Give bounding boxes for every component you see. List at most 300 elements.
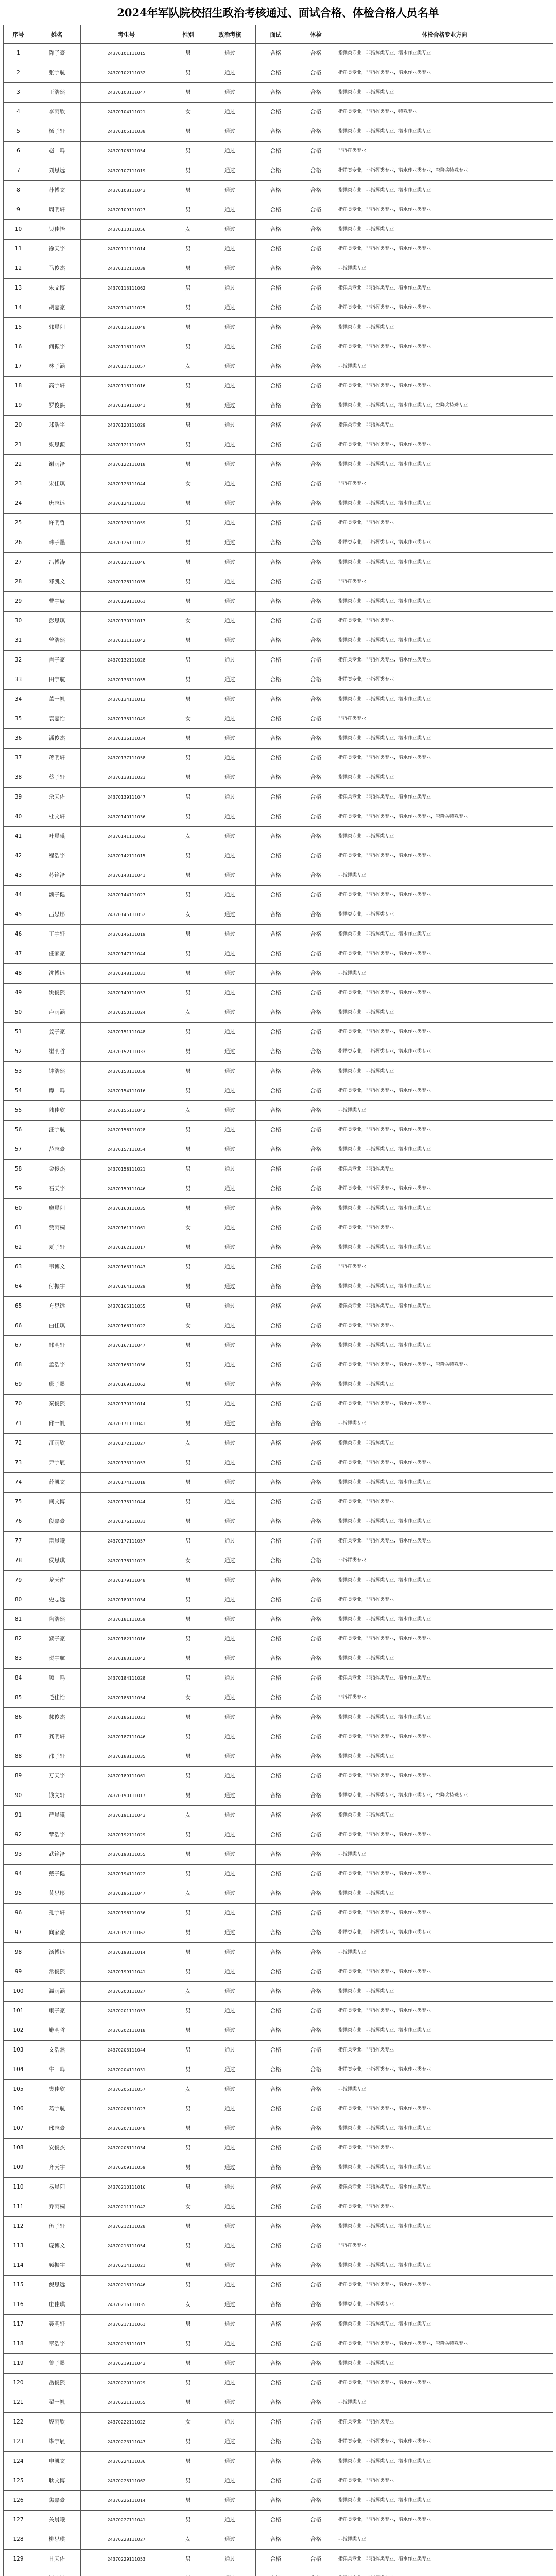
table-row — [4, 729, 553, 749]
interview-result: 合格 — [256, 122, 296, 142]
political-review-result: 通过 — [204, 2471, 256, 2491]
row-index: 1 — [4, 44, 33, 63]
table-row — [4, 1238, 553, 1258]
interview-result: 合格 — [256, 1649, 296, 1669]
political-review-result: 通过 — [204, 1551, 256, 1571]
candidate-name: 卢雨涵 — [33, 1003, 81, 1023]
candidate-number: 24370226111014 — [81, 2491, 172, 2511]
political-review-result: 通过 — [204, 1434, 256, 1453]
table-row — [4, 1904, 553, 1923]
candidate-name: 尹宇辰 — [33, 1453, 81, 1473]
table-row — [4, 1140, 553, 1160]
gender: 男 — [172, 1473, 204, 1493]
table-row — [4, 1532, 553, 1551]
table-row — [4, 2334, 553, 2354]
gender: 男 — [172, 984, 204, 1003]
gender: 女 — [172, 220, 204, 240]
table-row — [4, 318, 553, 337]
gender: 男 — [172, 572, 204, 592]
political-review-result: 通过 — [204, 1747, 256, 1767]
qualified-majors: 非指挥类专业 — [336, 866, 553, 886]
row-index: 92 — [4, 1825, 33, 1845]
physical-exam-result: 合格 — [296, 1434, 336, 1453]
row-index: 11 — [4, 240, 33, 259]
row-index: 68 — [4, 1355, 33, 1375]
physical-exam-result: 合格 — [296, 1962, 336, 1982]
qualified-majors: 非指挥类专业 — [336, 2080, 553, 2099]
physical-exam-result: 合格 — [296, 2178, 336, 2197]
physical-exam-result: 合格 — [296, 1336, 336, 1355]
physical-exam-result: 合格 — [296, 357, 336, 377]
physical-exam-result: 合格 — [296, 1395, 336, 1414]
candidate-number: 24370112111039 — [81, 259, 172, 279]
candidate-name: 郭晨阳 — [33, 318, 81, 337]
political-review-result: 通过 — [204, 2139, 256, 2158]
political-review-result: 通过 — [204, 670, 256, 690]
political-review-result: 通过 — [204, 2374, 256, 2393]
interview-result: 合格 — [256, 709, 296, 729]
row-index: 59 — [4, 1179, 33, 1199]
candidate-name: 史志远 — [33, 1590, 81, 1610]
political-review-result: 通过 — [204, 612, 256, 631]
physical-exam-result: 合格 — [296, 2374, 336, 2393]
table-row — [4, 514, 553, 533]
interview-result: 合格 — [256, 416, 296, 435]
row-index: 9 — [4, 200, 33, 220]
gender: 男 — [172, 2119, 204, 2139]
qualified-majors: 非指挥类专业 — [336, 2236, 553, 2256]
gender: 男 — [172, 2452, 204, 2471]
gender: 男 — [172, 1708, 204, 1727]
gender: 男 — [172, 494, 204, 514]
row-index: 64 — [4, 1277, 33, 1297]
interview-result: 合格 — [256, 1453, 296, 1473]
gender: 男 — [172, 592, 204, 612]
row-index: 117 — [4, 2315, 33, 2334]
political-review-result: 通过 — [204, 2256, 256, 2276]
physical-exam-result: 合格 — [296, 240, 336, 259]
qualified-majors: 指挥类专业，非指挥类专业，潜水作业类专业 — [336, 337, 553, 357]
row-index: 42 — [4, 846, 33, 866]
interview-result: 合格 — [256, 2393, 296, 2413]
interview-result: 合格 — [256, 846, 296, 866]
interview-result: 合格 — [256, 1081, 296, 1101]
candidate-number: 24370212111028 — [81, 2217, 172, 2236]
candidate-number: 24370200111027 — [81, 1982, 172, 2002]
physical-exam-result: 合格 — [296, 1101, 336, 1121]
gender: 男 — [172, 377, 204, 396]
gender: 男 — [172, 2060, 204, 2080]
table-row — [4, 474, 553, 494]
gender: 男 — [172, 1336, 204, 1355]
row-index — [4, 2569, 33, 2576]
physical-exam-result: 合格 — [296, 2139, 336, 2158]
row-index: 126 — [4, 2491, 33, 2511]
gender: 男 — [172, 1414, 204, 1434]
political-review-result: 通过 — [204, 1845, 256, 1865]
political-review-result: 通过 — [204, 200, 256, 220]
candidate-name: 章浩宇 — [33, 2334, 81, 2354]
gender: 男 — [172, 1532, 204, 1551]
interview-result: 合格 — [256, 788, 296, 807]
interview-result: 合格 — [256, 2236, 296, 2256]
table-row — [4, 984, 553, 1003]
political-review-result: 通过 — [204, 416, 256, 435]
interview-result: 合格 — [256, 181, 296, 200]
qualified-majors: 指挥类专业，非指挥类专业，潜水作业类专业 — [336, 2002, 553, 2021]
column-header-gender: 性别 — [172, 25, 204, 44]
row-index: 75 — [4, 1493, 33, 1512]
physical-exam-result: 合格 — [296, 2080, 336, 2099]
qualified-majors: 非指挥类专业 — [336, 964, 553, 984]
candidate-name: 夏子轩 — [33, 1238, 81, 1258]
candidate-name: 戴子健 — [33, 1865, 81, 1884]
political-review-result: 通过 — [204, 807, 256, 827]
interview-result: 合格 — [256, 396, 296, 416]
candidate-number: 24370124111031 — [81, 494, 172, 514]
table-row — [4, 1512, 553, 1532]
candidate-number: 24370181111059 — [81, 1610, 172, 1630]
interview-result: 合格 — [256, 1316, 296, 1336]
political-review-result: 通过 — [204, 2393, 256, 2413]
gender: 男 — [172, 2550, 204, 2569]
qualified-majors: 指挥类专业，非指挥类专业，潜水作业类专业 — [336, 1277, 553, 1297]
gender: 男 — [172, 729, 204, 749]
physical-exam-result: 合格 — [296, 2256, 336, 2276]
physical-exam-result: 合格 — [296, 592, 336, 612]
interview-result: 合格 — [256, 161, 296, 181]
row-index: 51 — [4, 1023, 33, 1042]
qualified-majors: 指挥类专业，非指挥类专业，潜水作业类专业 — [336, 122, 553, 142]
gender: 男 — [172, 2041, 204, 2060]
physical-exam-result: 合格 — [296, 161, 336, 181]
table-row — [4, 1962, 553, 1982]
candidate-number: 24370218111017 — [81, 2334, 172, 2354]
physical-exam-result: 合格 — [296, 1747, 336, 1767]
candidate-name: 袁嘉怡 — [33, 709, 81, 729]
row-index: 33 — [4, 670, 33, 690]
candidate-number: 24370155111042 — [81, 1101, 172, 1121]
physical-exam-result: 合格 — [296, 1532, 336, 1551]
physical-exam-result: 合格 — [296, 474, 336, 494]
interview-result: 合格 — [256, 2315, 296, 2334]
table-row — [4, 416, 553, 435]
political-review-result: 通过 — [204, 357, 256, 377]
candidate-name: 聂明轩 — [33, 2315, 81, 2334]
candidate-number: 24370163111043 — [81, 1258, 172, 1277]
row-index: 115 — [4, 2276, 33, 2295]
political-review-result: 通过 — [204, 2432, 256, 2452]
interview-result: 合格 — [256, 2511, 296, 2530]
candidate-name: 覃浩宇 — [33, 1825, 81, 1845]
physical-exam-result: 合格 — [296, 2393, 336, 2413]
candidate-name: 向家豪 — [33, 1923, 81, 1943]
table-row — [4, 2374, 553, 2393]
gender: 男 — [172, 2393, 204, 2413]
gender: 男 — [172, 1747, 204, 1767]
gender: 男 — [172, 553, 204, 572]
row-index: 14 — [4, 298, 33, 318]
qualified-majors: 指挥类专业，非指挥类专业，潜水作业类专业 — [336, 984, 553, 1003]
qualified-majors: 指挥类专业，非指挥类专业，潜水作业类专业 — [336, 1708, 553, 1727]
row-index: 55 — [4, 1101, 33, 1121]
qualified-majors: 指挥类专业，非指挥类专业，潜水作业类专业 — [336, 2060, 553, 2080]
candidate-number: 24370168111036 — [81, 1355, 172, 1375]
candidate-number: 24370128111035 — [81, 572, 172, 592]
candidate-name: 魏子健 — [33, 886, 81, 905]
candidate-number: 24370215111046 — [81, 2276, 172, 2295]
physical-exam-result: 合格 — [296, 2471, 336, 2491]
interview-result: 合格 — [256, 474, 296, 494]
physical-exam-result: 合格 — [296, 1238, 336, 1258]
column-header-physical-exam: 体检 — [296, 25, 336, 44]
interview-result: 合格 — [256, 1767, 296, 1786]
row-index: 58 — [4, 1160, 33, 1179]
candidate-name: 段嘉豪 — [33, 1512, 81, 1532]
candidate-number: 24370216111035 — [81, 2295, 172, 2315]
interview-result: 合格 — [256, 1199, 296, 1218]
table-row — [4, 122, 553, 142]
gender: 男 — [172, 2354, 204, 2374]
candidate-number: 24370141111063 — [81, 827, 172, 846]
interview-result: 合格 — [256, 2471, 296, 2491]
gender: 男 — [172, 788, 204, 807]
political-review-result: 通过 — [204, 83, 256, 103]
gender: 男 — [172, 122, 204, 142]
candidate-name — [33, 2569, 81, 2576]
interview-result: 合格 — [256, 631, 296, 651]
political-review-result: 通过 — [204, 2158, 256, 2178]
physical-exam-result: 合格 — [296, 1786, 336, 1806]
table-row — [4, 1493, 553, 1512]
table-row — [4, 455, 553, 474]
candidate-number: 24370102111032 — [81, 63, 172, 83]
qualified-majors: 指挥类专业，非指挥类专业，潜水作业类专业 — [336, 2119, 553, 2139]
row-index: 53 — [4, 1062, 33, 1081]
qualified-majors: 指挥类专业，非指挥类专业，潜水作业类专业 — [336, 2217, 553, 2236]
candidate-number: 24370105111038 — [81, 122, 172, 142]
gender: 男 — [172, 2432, 204, 2452]
table-row — [4, 220, 553, 240]
interview-result: 合格 — [256, 44, 296, 63]
candidate-number: 24370145111052 — [81, 905, 172, 925]
candidate-name: 耿文博 — [33, 2471, 81, 2491]
table-row — [4, 2491, 553, 2511]
row-index: 66 — [4, 1316, 33, 1336]
political-review-result: 通过 — [204, 142, 256, 161]
gender: 女 — [172, 2530, 204, 2550]
gender: 男 — [172, 83, 204, 103]
gender: 女 — [172, 2295, 204, 2315]
gender: 男 — [172, 1160, 204, 1179]
candidate-name: 潘俊杰 — [33, 729, 81, 749]
qualified-majors: 指挥类专业，非指挥类专业，潜水作业类专业 — [336, 1923, 553, 1943]
physical-exam-result: 合格 — [296, 2060, 336, 2080]
political-review-result: 通过 — [204, 318, 256, 337]
row-index: 61 — [4, 1218, 33, 1238]
physical-exam-result: 合格 — [296, 416, 336, 435]
interview-result: 合格 — [256, 553, 296, 572]
qualified-majors: 指挥类专业，非指挥类专业 — [336, 1003, 553, 1023]
table-row — [4, 2236, 553, 2256]
row-index: 109 — [4, 2158, 33, 2178]
candidate-name: 薛凯文 — [33, 1473, 81, 1493]
table-row — [4, 377, 553, 396]
row-index: 5 — [4, 122, 33, 142]
row-index: 93 — [4, 1845, 33, 1865]
candidate-number: 24370130111017 — [81, 612, 172, 631]
candidate-name: 许明哲 — [33, 514, 81, 533]
gender: 女 — [172, 1688, 204, 1708]
gender: 女 — [172, 1982, 204, 2002]
row-index: 63 — [4, 1258, 33, 1277]
interview-result: 合格 — [256, 200, 296, 220]
candidate-number: 24370207111048 — [81, 2119, 172, 2139]
political-review-result: 通过 — [204, 1218, 256, 1238]
table-row — [4, 1727, 553, 1747]
qualified-majors: 指挥类专业，非指挥类专业，潜水作业类专业 — [336, 729, 553, 749]
gender: 男 — [172, 2511, 204, 2530]
gender: 女 — [172, 709, 204, 729]
row-index: 27 — [4, 553, 33, 572]
qualified-majors: 指挥类专业，非指挥类专业，潜水作业类专业 — [336, 690, 553, 709]
table-row — [4, 1081, 553, 1101]
political-review-result: 通过 — [204, 161, 256, 181]
gender: 男 — [172, 631, 204, 651]
candidate-name: 曾浩然 — [33, 631, 81, 651]
row-index: 41 — [4, 827, 33, 846]
interview-result: 合格 — [256, 357, 296, 377]
qualified-majors: 指挥类专业，非指挥类专业，潜水作业类专业 — [336, 2099, 553, 2119]
qualified-majors: 指挥类专业，非指挥类专业，潜水作业类专业 — [336, 1669, 553, 1688]
candidate-name: 康子豪 — [33, 2002, 81, 2021]
candidate-number: 24370153111059 — [81, 1062, 172, 1081]
candidate-number: 24370220111029 — [81, 2374, 172, 2393]
physical-exam-result: 合格 — [296, 612, 336, 631]
candidate-number: 24370138111023 — [81, 768, 172, 788]
candidate-name: 田宇航 — [33, 670, 81, 690]
interview-result: 合格 — [256, 1590, 296, 1610]
interview-result: 合格 — [256, 1238, 296, 1258]
candidate-number: 24370223111047 — [81, 2432, 172, 2452]
candidate-name: 白佳琪 — [33, 1316, 81, 1336]
physical-exam-result: 合格 — [296, 2158, 336, 2178]
row-index: 60 — [4, 1199, 33, 1218]
physical-exam-result: 合格 — [296, 1473, 336, 1493]
table-row — [4, 592, 553, 612]
physical-exam-result: 合格 — [296, 1630, 336, 1649]
political-review-result: 通过 — [204, 651, 256, 670]
political-review-result: 通过 — [204, 1453, 256, 1473]
interview-result: 合格 — [256, 142, 296, 161]
table-row — [4, 181, 553, 200]
physical-exam-result: 合格 — [296, 1806, 336, 1825]
candidate-name: 申凯文 — [33, 2452, 81, 2471]
table-row — [4, 1669, 553, 1688]
physical-exam-result: 合格 — [296, 768, 336, 788]
political-review-result: 通过 — [204, 2413, 256, 2432]
political-review-result: 通过 — [204, 1943, 256, 1962]
qualified-majors: 非指挥类专业 — [336, 142, 553, 161]
physical-exam-result: 合格 — [296, 1277, 336, 1297]
qualified-majors: 非指挥类专业 — [336, 474, 553, 494]
table-row — [4, 63, 553, 83]
candidate-name: 邹明轩 — [33, 1336, 81, 1355]
physical-exam-result: 合格 — [296, 1160, 336, 1179]
row-index: 48 — [4, 964, 33, 984]
candidate-name: 吴佳怡 — [33, 220, 81, 240]
political-review-result: 通过 — [204, 1395, 256, 1414]
interview-result: 合格 — [256, 2119, 296, 2139]
physical-exam-result: 合格 — [296, 1316, 336, 1336]
political-review-result: 通过 — [204, 592, 256, 612]
physical-exam-result: 合格 — [296, 298, 336, 318]
physical-exam-result: 合格 — [296, 533, 336, 553]
interview-result: 合格 — [256, 318, 296, 337]
table-row — [4, 1865, 553, 1884]
interview-result: 合格 — [256, 944, 296, 964]
table-row — [4, 2002, 553, 2021]
gender: 男 — [172, 2021, 204, 2041]
gender: 女 — [172, 2197, 204, 2217]
interview-result: 合格 — [256, 984, 296, 1003]
political-review-result: 通过 — [204, 1375, 256, 1395]
table-row — [4, 435, 553, 455]
table-row — [4, 1551, 553, 1571]
candidate-name: 侯思琪 — [33, 1551, 81, 1571]
physical-exam-result: 合格 — [296, 1708, 336, 1727]
physical-exam-result: 合格 — [296, 1943, 336, 1962]
interview-result: 合格 — [256, 1003, 296, 1023]
candidate-name: 张宇航 — [33, 63, 81, 83]
political-review-result: 通过 — [204, 1414, 256, 1434]
qualified-majors: 指挥类专业，非指挥类专业 — [336, 2197, 553, 2217]
qualified-majors: 指挥类专业，非指挥类专业，潜水作业类专业 — [336, 846, 553, 866]
qualified-majors: 非指挥类专业 — [336, 1101, 553, 1121]
candidate-number: 24370111111014 — [81, 240, 172, 259]
table-row — [4, 2432, 553, 2452]
gender: 男 — [172, 1140, 204, 1160]
candidate-number: 24370217111061 — [81, 2315, 172, 2334]
row-index: 125 — [4, 2471, 33, 2491]
gender: 男 — [172, 2099, 204, 2119]
candidate-number: 24370109111027 — [81, 200, 172, 220]
political-review-result: 通过 — [204, 788, 256, 807]
interview-result: 合格 — [256, 1943, 296, 1962]
interview-result: 合格 — [256, 1473, 296, 1493]
interview-result: 合格 — [256, 1610, 296, 1630]
qualified-majors: 指挥类专业，非指挥类专业 — [336, 220, 553, 240]
qualified-majors: 指挥类专业，非指挥类专业，潜水作业类专业 — [336, 455, 553, 474]
qualified-majors: 指挥类专业，非指挥类专业，潜水作业类专业 — [336, 2452, 553, 2471]
interview-result: 合格 — [256, 1708, 296, 1727]
qualified-majors: 指挥类专业，非指挥类专业 — [336, 1218, 553, 1238]
table-row — [4, 1101, 553, 1121]
candidate-number: 24370144111027 — [81, 886, 172, 905]
physical-exam-result: 合格 — [296, 2002, 336, 2021]
gender: 男 — [172, 2256, 204, 2276]
qualified-majors: 指挥类专业，非指挥类专业 — [336, 416, 553, 435]
qualified-majors: 指挥类专业，非指挥类专业，潜水作业类专业 — [336, 1081, 553, 1101]
gender: 男 — [172, 435, 204, 455]
political-review-result: 通过 — [204, 1179, 256, 1199]
physical-exam-result: 合格 — [296, 1258, 336, 1277]
gender: 男 — [172, 690, 204, 709]
candidate-number: 24370172111027 — [81, 1434, 172, 1453]
political-review-result: 通过 — [204, 298, 256, 318]
table-row — [4, 2295, 553, 2315]
qualified-majors — [336, 2569, 553, 2576]
